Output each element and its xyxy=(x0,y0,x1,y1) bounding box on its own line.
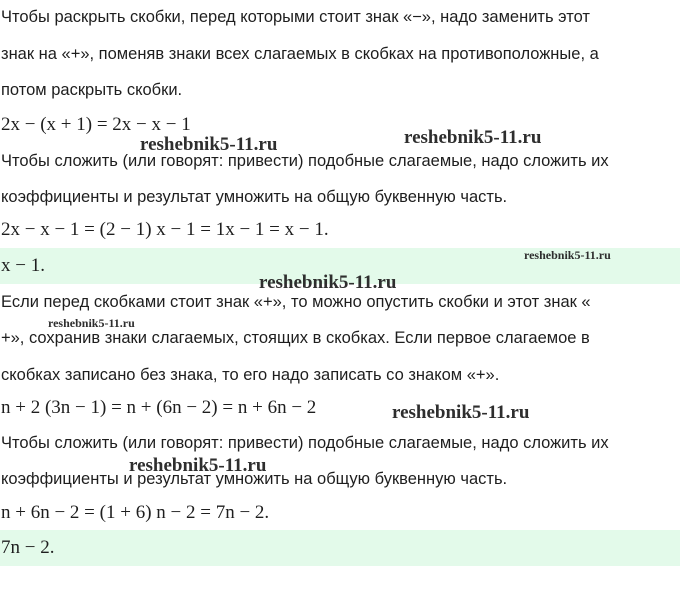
rule-text-line: коэффициенты и результат умножить на общую буквенную часть. xyxy=(1,470,508,488)
rule-text-line: коэффициенты и результат умножить на общую буквенную часть. xyxy=(1,188,508,206)
answer-value: 7n − 2. xyxy=(1,537,55,558)
answer-value: x − 1. xyxy=(1,255,45,276)
answer-block xyxy=(0,248,680,284)
equation: 2x − x − 1 = (2 − 1) x − 1 = 1x − 1 = x − 1. xyxy=(1,219,329,240)
rule-text-line: Чтобы сложить (или говорят: привести) подобные слагаемые, надо сложить их xyxy=(1,434,609,452)
watermark: reshebnik5-11.ru xyxy=(524,248,611,262)
equation: 2x − (x + 1) = 2x − x − 1 xyxy=(1,114,191,135)
rule-text-line: Чтобы раскрыть скобки, перед которыми стоит знак «−», надо заменить этот xyxy=(1,8,590,26)
watermark: reshebnik5-11.ru xyxy=(129,455,267,476)
rule-text-line: Чтобы сложить (или говорят: привести) подобные слагаемые, надо сложить их xyxy=(1,152,609,170)
rule-text-line: потом раскрыть скобки. xyxy=(1,81,183,99)
watermark: reshebnik5-11.ru xyxy=(48,316,135,330)
watermark: reshebnik5-11.ru xyxy=(259,272,397,293)
watermark: reshebnik5-11.ru xyxy=(140,134,278,155)
rule-text-line: скобках записано без знака, то его надо записать со знаком «+». xyxy=(1,366,500,384)
answer-block xyxy=(0,530,680,566)
watermark: reshebnik5-11.ru xyxy=(392,402,530,423)
rule-text-line: +», сохранив знаки слагаемых, стоящих в скобках. Если первое слагаемое в xyxy=(1,329,590,347)
watermark: reshebnik5-11.ru xyxy=(404,127,542,148)
rule-text-line: знак на «+», поменяв знаки всех слагаемых в скобках на противоположные, а xyxy=(1,45,599,63)
equation: n + 6n − 2 = (1 + 6) n − 2 = 7n − 2. xyxy=(1,502,270,523)
equation: n + 2 (3n − 1) = n + (6n − 2) = n + 6n − 2 xyxy=(1,397,317,418)
rule-text-line: Если перед скобками стоит знак «+», то можно опустить скобки и этот знак « xyxy=(1,293,591,311)
